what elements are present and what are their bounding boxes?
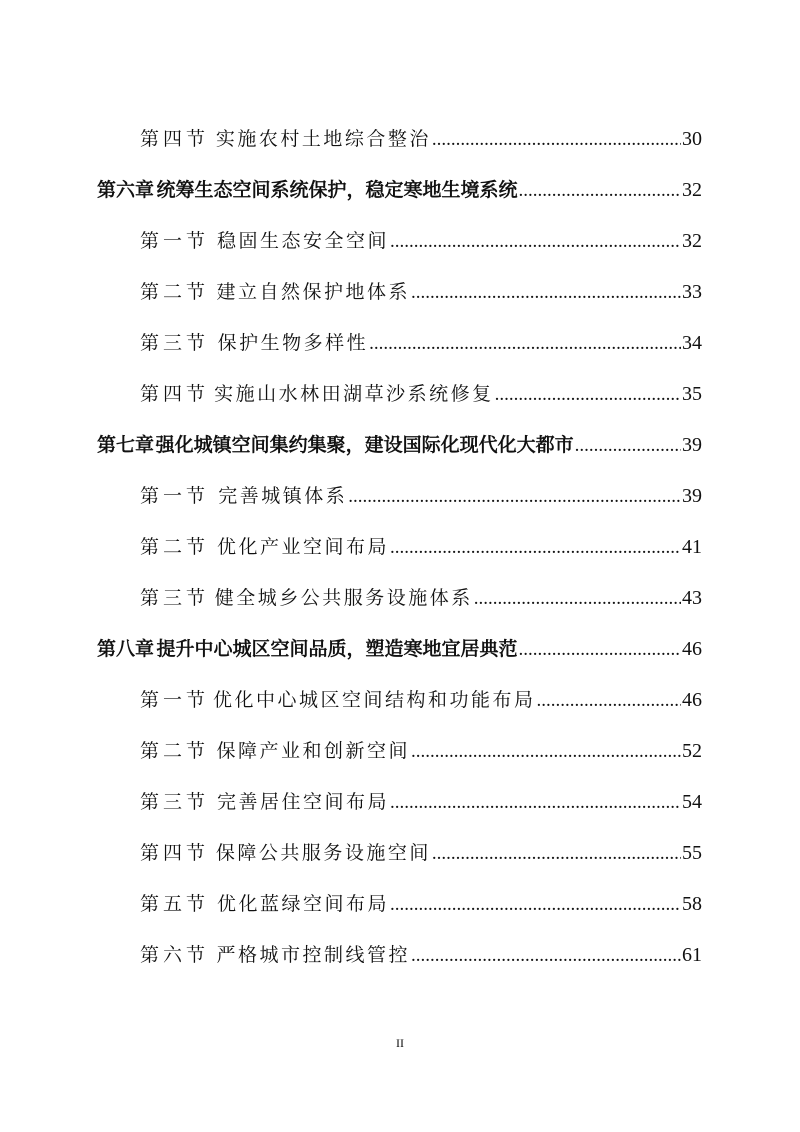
chapter-title: 统筹生态空间系统保护，稳定寒地生境系统 xyxy=(156,179,518,201)
section-title: 优化蓝绿空间布局 xyxy=(217,893,390,915)
section-title: 保障产业和创新空间 xyxy=(216,740,410,762)
page-number: 52 xyxy=(682,740,702,762)
toc-section-entry[interactable] xyxy=(140,331,702,356)
dot-leader xyxy=(390,536,681,560)
section-number: 第六节 xyxy=(140,944,210,966)
section-title: 建立自然保护地体系 xyxy=(216,281,410,303)
chapter-number: 第六章 xyxy=(97,179,155,201)
page-number: 32 xyxy=(682,179,702,201)
toc-section-entry[interactable] xyxy=(140,790,702,815)
dot-leader xyxy=(348,485,681,509)
section-number: 第一节 xyxy=(140,230,210,252)
dot-leader xyxy=(518,638,681,662)
section-title: 稳固生态安全空间 xyxy=(217,230,390,252)
section-number: 第三节 xyxy=(140,587,210,609)
toc-section-entry[interactable] xyxy=(140,280,702,305)
toc-section-entry[interactable] xyxy=(140,229,702,254)
page-number: 55 xyxy=(682,842,702,864)
page-number: 33 xyxy=(682,281,702,303)
toc-section-entry[interactable] xyxy=(140,892,702,917)
toc-section-entry[interactable] xyxy=(140,535,702,560)
section-number: 第一节 xyxy=(140,485,210,507)
dot-leader xyxy=(518,179,681,203)
section-number: 第三节 xyxy=(140,791,210,813)
page-number: 54 xyxy=(682,791,702,813)
section-number: 第三节 xyxy=(140,332,210,354)
section-number: 第二节 xyxy=(140,740,210,762)
section-title: 健全城乡公共服务设施体系 xyxy=(214,587,473,609)
section-title: 完善城镇体系 xyxy=(218,485,348,507)
section-number: 第一节 xyxy=(140,689,210,711)
chapter-title: 强化城镇空间集约集聚，建设国际化现代化大都市 xyxy=(155,434,574,456)
chapter-number: 第八章 xyxy=(97,638,155,660)
page-number: 41 xyxy=(682,536,702,558)
dot-leader xyxy=(390,893,681,917)
page-number: 61 xyxy=(682,944,702,966)
dot-leader xyxy=(474,587,681,611)
dot-leader xyxy=(411,944,681,968)
section-number: 第二节 xyxy=(140,536,210,558)
page-number: 30 xyxy=(682,128,702,150)
toc-section-entry[interactable] xyxy=(140,484,702,509)
page-number: 35 xyxy=(682,383,702,405)
dot-leader xyxy=(390,791,681,815)
dot-leader xyxy=(411,740,681,764)
section-title: 严格城市控制线管控 xyxy=(216,944,410,966)
toc-section-entry[interactable] xyxy=(140,688,702,713)
dot-leader xyxy=(432,128,681,152)
section-number: 第五节 xyxy=(140,893,210,915)
toc-chapter-entry[interactable] xyxy=(97,637,702,662)
page-number: 43 xyxy=(682,587,702,609)
section-title: 保护生物多样性 xyxy=(217,332,369,354)
page-number: 32 xyxy=(682,230,702,252)
toc-section-entry[interactable] xyxy=(140,841,702,866)
toc-section-entry[interactable] xyxy=(140,127,702,152)
dot-leader xyxy=(432,842,681,866)
page-number: 46 xyxy=(682,638,702,660)
page-number: 39 xyxy=(682,434,702,456)
page-number: 46 xyxy=(682,689,702,711)
page-number: 39 xyxy=(682,485,702,507)
section-title: 实施农村土地综合整治 xyxy=(215,128,431,150)
toc-chapter-entry[interactable] xyxy=(97,178,702,203)
toc-section-entry[interactable] xyxy=(140,382,702,407)
page-number: 58 xyxy=(682,893,702,915)
toc-section-entry[interactable] xyxy=(140,586,702,611)
section-number: 第四节 xyxy=(140,842,210,864)
dot-leader xyxy=(495,383,681,407)
section-title: 优化中心城区空间结构和功能布局 xyxy=(213,689,536,711)
section-number: 第二节 xyxy=(140,281,210,303)
dot-leader xyxy=(369,332,681,356)
dot-leader xyxy=(575,434,681,458)
section-number: 第四节 xyxy=(140,128,210,150)
chapter-number: 第七章 xyxy=(97,434,155,456)
section-title: 保障公共服务设施空间 xyxy=(215,842,431,864)
section-title: 实施山水林田湖草沙系统修复 xyxy=(214,383,494,405)
page-footer-number: II xyxy=(396,1036,404,1050)
toc-section-entry[interactable] xyxy=(140,739,702,764)
dot-leader xyxy=(390,230,681,254)
toc-section-entry[interactable] xyxy=(140,943,702,968)
page-number: 34 xyxy=(682,332,702,354)
chapter-title: 提升中心城区空间品质，塑造寒地宜居典范 xyxy=(156,638,518,660)
dot-leader xyxy=(537,689,681,713)
toc-chapter-entry[interactable] xyxy=(97,433,702,458)
section-title: 优化产业空间布局 xyxy=(217,536,390,558)
section-title: 完善居住空间布局 xyxy=(217,791,390,813)
section-number: 第四节 xyxy=(140,383,210,405)
dot-leader xyxy=(411,281,681,305)
